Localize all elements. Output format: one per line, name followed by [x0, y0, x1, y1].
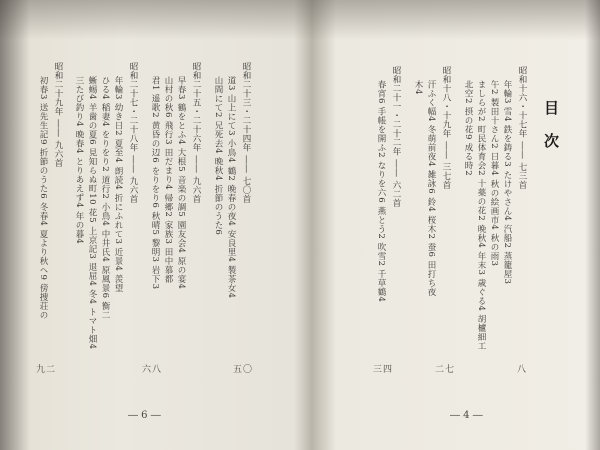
- section-heading: 昭和二十五・二十六年 ―― 九六首: [191, 62, 201, 204]
- section-line: 木4: [413, 80, 423, 95]
- page-number: ― 4 ―: [450, 410, 483, 421]
- section-line: 春宵6 手帳を開ふ2 なりを六6 燕とう2 吹雪2 千草鶴4: [376, 80, 386, 303]
- section-end-page: 六八: [142, 365, 163, 375]
- page-number: ― 6 ―: [128, 410, 161, 421]
- section-end-page: 二七: [435, 365, 456, 375]
- section-line: 初春3 送先生記9 折節のうた6 冬春4 夏より秋へ9 傍捜荘の: [38, 76, 48, 320]
- section-end-page: 五〇: [233, 365, 254, 375]
- right-page: [305, 0, 600, 450]
- section-line: ひる4 稲妻4 をりをり2 道行2 小鳥4 中井氏4 原風景6 衡二: [100, 76, 110, 320]
- section-end-page: 八: [517, 365, 528, 375]
- section-line: 北空2 摂の花9 成る時2: [463, 80, 473, 177]
- section-heading: 昭和二十一・二十二年 ―― 六二首: [391, 66, 401, 208]
- section-line: 午2 製田十さん2 日暮4 秋の絵画市4 秋の雨3: [489, 80, 499, 267]
- section-line: 山村の秋6 飛行3 田だまり4 帰郷2 家族3 田中慕都: [163, 76, 173, 284]
- section-heading: 昭和二十七・二十八年 ―― 九六首: [128, 62, 138, 204]
- section-line: 年輪3 幼き日2 夏至4 朗読4 折にふれて3 近景4 羨望: [113, 76, 123, 293]
- section-line: 君1 遥歌2 黄昏の辺6 をりをり6 秋晴5 黎明3 岩下3: [150, 76, 160, 290]
- section-heading: 昭和十八・十九年 ―― 三七首: [441, 66, 451, 190]
- section-heading: 昭和十六・十七年 ―― 七三首: [517, 66, 527, 190]
- section-line: 道3 山上にて3 小鳥4 鶴2 晩春の夜4 安良里4 製茶女4: [226, 76, 236, 299]
- section-line: 三たび釣り4 晩春4 とりあえず4 年の暮4: [74, 76, 84, 245]
- section-heading: 昭和二十九年 ―― 九六首: [53, 62, 63, 168]
- section-line: 年輪3 雪4 鉄を鋳る3 たけやさん4 汽船2 蒸籠屋3: [502, 80, 512, 285]
- section-line: 汗ふく幅4 冬萌前夜4 雑詠6 鈴4 桜木2 蚕6 田打ち夜: [426, 80, 436, 297]
- section-line: 山間にて2 兄死去4 晩秋4 折節のうた6: [213, 76, 223, 236]
- section-end-page: 三四: [373, 365, 394, 375]
- section-line: 早春3 鶴をとふ4 大根5 音楽の調5 園友会4 原の宴4: [176, 76, 186, 290]
- section-heading: 昭和二十三・二十四年 ―― 七〇首: [241, 62, 251, 204]
- contents-title: 目次: [542, 100, 560, 166]
- section-line: 蜥蜴4 羊歯の夏6 見知らぬ町10 花5 上京記3 退屈4 冬4 トマト畑4: [87, 76, 97, 350]
- section-line: ましらが2 町民体育会2 十薬の花2 晩秋4 年末3 歳ぐる4 胡櫨細工: [476, 80, 486, 351]
- section-end-page: 九二: [36, 365, 57, 375]
